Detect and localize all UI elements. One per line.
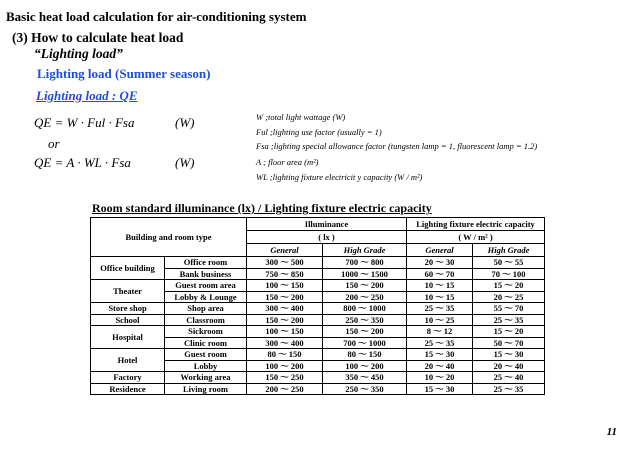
ill-gen-cell: 200 ～ 250 xyxy=(247,383,323,395)
table-title: Room standard illuminance (lx) / Lighting fixture electric capacity xyxy=(92,201,432,215)
cap-gen-cell: 25 ～ 35 xyxy=(407,303,473,315)
table-row xyxy=(91,303,545,315)
ill-gen-cell: 300 ～ 400 xyxy=(247,303,323,315)
ill-high-cell: 150 ～ 200 xyxy=(323,280,407,292)
room-cell: Office room xyxy=(165,257,247,269)
lighting-load-quote: “Lighting load” xyxy=(34,46,123,61)
cap-gen-cell: 10 ～ 25 xyxy=(407,314,473,326)
building-type-cell: Store shop xyxy=(91,303,165,315)
equation-or: or xyxy=(48,136,60,151)
building-type-cell: Office building xyxy=(91,257,165,280)
table-row xyxy=(91,326,545,338)
ill-gen-cell: 150 ～ 200 xyxy=(247,314,323,326)
building-type-cell: Hotel xyxy=(91,349,165,372)
cap-high-cell: 70 ～ 100 xyxy=(473,268,545,280)
cap-gen-cell: 10 ～ 15 xyxy=(407,291,473,303)
table-row xyxy=(91,383,545,395)
subheader-high-illuminance: High Grade xyxy=(323,244,407,257)
ill-high-cell: 1000 ～ 1500 xyxy=(323,268,407,280)
cap-gen-cell: 25 ～ 35 xyxy=(407,337,473,349)
building-type-cell: Factory xyxy=(91,372,165,384)
table-row xyxy=(91,280,545,292)
ill-gen-cell: 300 ～ 400 xyxy=(247,337,323,349)
section-heading: (3) How to calculate heat load xyxy=(12,30,184,45)
cap-high-cell: 55 ～ 70 xyxy=(473,303,545,315)
subheader-general-illuminance: General xyxy=(247,244,323,257)
illuminance-table xyxy=(90,217,545,395)
definition-w: W ;total light wattage (W) xyxy=(256,112,346,122)
ill-gen-cell: 300 ～ 500 xyxy=(247,257,323,269)
header-capacity: Lighting fixture electric capacity xyxy=(407,218,545,231)
building-type-cell: Theater xyxy=(91,280,165,303)
cap-high-cell: 50 ～ 70 xyxy=(473,337,545,349)
ill-high-cell: 80 ～ 150 xyxy=(323,349,407,361)
ill-high-cell: 350 ～ 450 xyxy=(323,372,407,384)
cap-high-cell: 50 ～ 55 xyxy=(473,257,545,269)
subheader-general-capacity: General xyxy=(407,244,473,257)
table-row xyxy=(91,257,545,269)
page-number: 11 xyxy=(606,426,617,438)
ill-gen-cell: 80 ～ 150 xyxy=(247,349,323,361)
equation-1-unit: (W) xyxy=(175,115,195,130)
header-illuminance-unit: ( lx ) xyxy=(247,231,407,244)
cap-high-cell: 25 ～ 40 xyxy=(473,372,545,384)
table-row xyxy=(91,372,545,384)
room-cell: Classroom xyxy=(165,314,247,326)
definition-a: A ; floor area (m²) xyxy=(256,157,319,167)
ill-high-cell: 700 ～ 800 xyxy=(323,257,407,269)
cap-high-cell: 20 ～ 25 xyxy=(473,291,545,303)
equation-2-unit: (W) xyxy=(175,155,195,170)
header-capacity-unit: ( W / m² ) xyxy=(407,231,545,244)
ill-gen-cell: 150 ～ 250 xyxy=(247,372,323,384)
ill-high-cell: 250 ～ 350 xyxy=(323,314,407,326)
qe-heading: Lighting load : QE xyxy=(36,88,138,103)
ill-high-cell: 700 ～ 1000 xyxy=(323,337,407,349)
building-type-cell: Hospital xyxy=(91,326,165,349)
building-type-cell: Residence xyxy=(91,383,165,395)
room-cell: Clinic room xyxy=(165,337,247,349)
ill-gen-cell: 100 ～ 150 xyxy=(247,280,323,292)
header-illuminance: Illuminance xyxy=(247,218,407,231)
room-cell: Living room xyxy=(165,383,247,395)
ill-high-cell: 100 ～ 200 xyxy=(323,360,407,372)
definition-wl: WL ;lighting fixture electricit y capacity (W / m²) xyxy=(256,172,423,182)
room-cell: Sickroom xyxy=(165,326,247,338)
ill-high-cell: 200 ～ 250 xyxy=(323,291,407,303)
room-cell: Guest room area xyxy=(165,280,247,292)
definition-fsa: Fsa ;lighting special allowance factor (tungsten lamp = 1, fluorescent lamp = 1.2) xyxy=(256,141,538,151)
room-cell: Working area xyxy=(165,372,247,384)
cap-high-cell: 25 ～ 35 xyxy=(473,383,545,395)
ill-high-cell: 150 ～ 200 xyxy=(323,326,407,338)
cap-high-cell: 15 ～ 20 xyxy=(473,326,545,338)
room-cell: Bank business xyxy=(165,268,247,280)
cap-gen-cell: 10 ～ 15 xyxy=(407,280,473,292)
equation-1: QE = W · Ful · Fsa xyxy=(34,115,135,130)
cap-gen-cell: 15 ～ 30 xyxy=(407,349,473,361)
table-row xyxy=(91,349,545,361)
ill-high-cell: 800 ～ 1000 xyxy=(323,303,407,315)
room-cell: Lobby & Lounge xyxy=(165,291,247,303)
room-cell: Lobby xyxy=(165,360,247,372)
room-cell: Guest room xyxy=(165,349,247,361)
ill-gen-cell: 150 ～ 200 xyxy=(247,291,323,303)
ill-gen-cell: 100 ～ 200 xyxy=(247,360,323,372)
cap-high-cell: 25 ～ 35 xyxy=(473,314,545,326)
definition-ful: Ful ;lighting use factor (usually = 1) xyxy=(256,127,382,137)
header-building: Building and room type xyxy=(91,218,247,257)
cap-high-cell: 20 ～ 40 xyxy=(473,360,545,372)
ill-gen-cell: 100 ～ 150 xyxy=(247,326,323,338)
cap-gen-cell: 8 ～ 12 xyxy=(407,326,473,338)
summer-season-heading: Lighting load (Summer season) xyxy=(37,66,211,81)
main-title: Basic heat load calculation for air-conditioning system xyxy=(6,9,307,24)
cap-gen-cell: 20 ～ 30 xyxy=(407,257,473,269)
cap-gen-cell: 10 ～ 20 xyxy=(407,372,473,384)
building-type-cell: School xyxy=(91,314,165,326)
room-cell: Shop area xyxy=(165,303,247,315)
ill-high-cell: 250 ～ 350 xyxy=(323,383,407,395)
cap-high-cell: 15 ～ 30 xyxy=(473,349,545,361)
table-row xyxy=(91,314,545,326)
ill-gen-cell: 750 ～ 850 xyxy=(247,268,323,280)
subheader-high-capacity: High Grade xyxy=(473,244,545,257)
table-body xyxy=(91,257,545,395)
cap-gen-cell: 15 ～ 30 xyxy=(407,383,473,395)
cap-gen-cell: 20 ～ 40 xyxy=(407,360,473,372)
equation-2: QE = A · WL · Fsa xyxy=(34,155,131,170)
cap-high-cell: 15 ～ 20 xyxy=(473,280,545,292)
cap-gen-cell: 60 ～ 70 xyxy=(407,268,473,280)
